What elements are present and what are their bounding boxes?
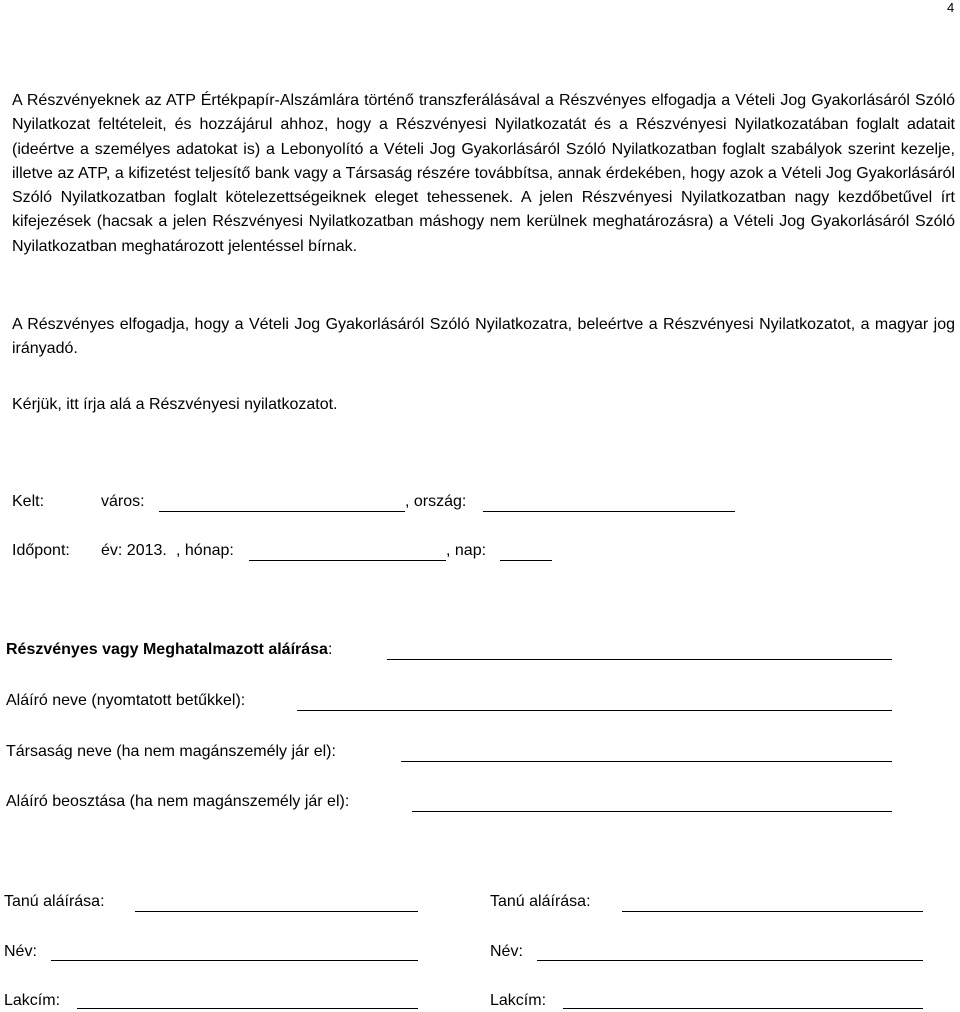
signature-field[interactable] xyxy=(387,659,892,660)
signature-label-row xyxy=(6,641,332,659)
witness-1-name-input[interactable] xyxy=(51,940,418,960)
company-name-field[interactable] xyxy=(401,761,892,762)
witness-1-name-label: Név: xyxy=(4,943,37,960)
day-field[interactable] xyxy=(500,560,552,561)
kelt-label: Kelt: xyxy=(12,493,45,510)
witness-1-signature-input[interactable] xyxy=(135,891,418,911)
witness-1-name-field[interactable] xyxy=(51,960,418,961)
witness-2-signature-input[interactable] xyxy=(622,891,923,911)
year-label: év: 2013. xyxy=(101,542,167,559)
day-label: , nap: xyxy=(446,542,487,559)
witness-2-address-input[interactable] xyxy=(563,988,923,1008)
company-name-label: Társaság neve (ha nem magánszemély jár el): xyxy=(6,743,336,760)
country-field[interactable] xyxy=(483,511,735,512)
witness-2-name-label: Név: xyxy=(490,943,523,960)
city-label: város: xyxy=(101,493,145,510)
witness-2-address-field[interactable] xyxy=(563,1008,923,1009)
month-field[interactable] xyxy=(249,560,446,561)
witness-2-signature-field[interactable] xyxy=(622,911,923,912)
city-field[interactable] xyxy=(159,511,405,512)
signature-input[interactable] xyxy=(387,639,892,659)
signature-colon: : xyxy=(327,641,333,658)
signature-label: Részvényes vagy Meghatalmazott aláírása xyxy=(6,641,328,658)
witness-1-signature-label: Tanú aláírása: xyxy=(4,893,105,910)
country-input[interactable] xyxy=(483,491,735,511)
consent-paragraph: A Részvényeknek az ATP Értékpapír-Alszámlára történő transzferálásával a Részvényes elfogadja a Vételi Jog Gyakorlásáról Szóló Nyilatkozat feltételeit, és hozzájárul ahhoz, hogy a Részvényesi Nyilatkozatát és a Részvényesi Nyilatkozatában foglalt adatait (ideértve a személyes adatokat is) a Lebonyolító a Vételi Jog Gyakorlásáról Szóló Nyilatkozatban foglalt szabályok szerint kezelje, illetve az ATP, a kifizetést teljesítő bank vagy a Társaság részére továbbítsa, annak érdekében, hogy azok a Vételi Jog Gyakorlásáról Szóló Nyilatkozatban foglalt kötelezettségeiknek eleget tehessenek. A jelen Részvényesi Nyilatkozatban nagy kezdőbetűvel írt kifejezések (hacsak a jelen Részvényesi Nyilatkozatban máshogy nem kerülnek meghatározásra) a Vételi Jog Gyakorlásáról Szóló Nyilatkozatban meghatározott jelentéssel bírnak. xyxy=(12,92,955,255)
idopont-label: Időpont: xyxy=(12,542,70,559)
month-label: , hónap: xyxy=(176,542,234,559)
city-input[interactable] xyxy=(159,491,405,511)
signer-position-field[interactable] xyxy=(412,811,892,812)
day-input[interactable] xyxy=(500,540,552,560)
signer-position-input[interactable] xyxy=(412,791,892,811)
witness-2-signature-label: Tanú aláírása: xyxy=(490,893,591,910)
witness-1-signature-field[interactable] xyxy=(135,911,418,912)
signer-name-field[interactable] xyxy=(297,710,892,711)
company-name-input[interactable] xyxy=(401,741,892,761)
witness-1-address-field[interactable] xyxy=(77,1008,418,1009)
signer-name-input[interactable] xyxy=(297,690,892,710)
witness-1-address-input[interactable] xyxy=(77,988,418,1008)
witness-1-address-label: Lakcím: xyxy=(4,992,61,1009)
signer-position-label: Aláíró beosztása (ha nem magánszemély jár el): xyxy=(6,793,350,810)
signer-name-label: Aláíró neve (nyomtatott betűkkel): xyxy=(6,692,246,709)
witness-2-address-label: Lakcím: xyxy=(490,992,547,1009)
month-input[interactable] xyxy=(249,540,446,560)
country-label: , ország: xyxy=(405,493,467,510)
witness-2-name-input[interactable] xyxy=(537,940,923,960)
governing-law-paragraph: A Részvényes elfogadja, hogy a Vételi Jog Gyakorlásáról Szóló Nyilatkozatra, beleértve a Részvényesi Nyilatkozatot, a magyar jog irányadó. xyxy=(12,316,955,358)
page-number: 4 xyxy=(947,0,955,15)
sign-instruction: Kérjük, itt írja alá a Részvényesi nyilatkozatot. xyxy=(12,396,338,413)
witness-2-name-field[interactable] xyxy=(537,960,923,961)
